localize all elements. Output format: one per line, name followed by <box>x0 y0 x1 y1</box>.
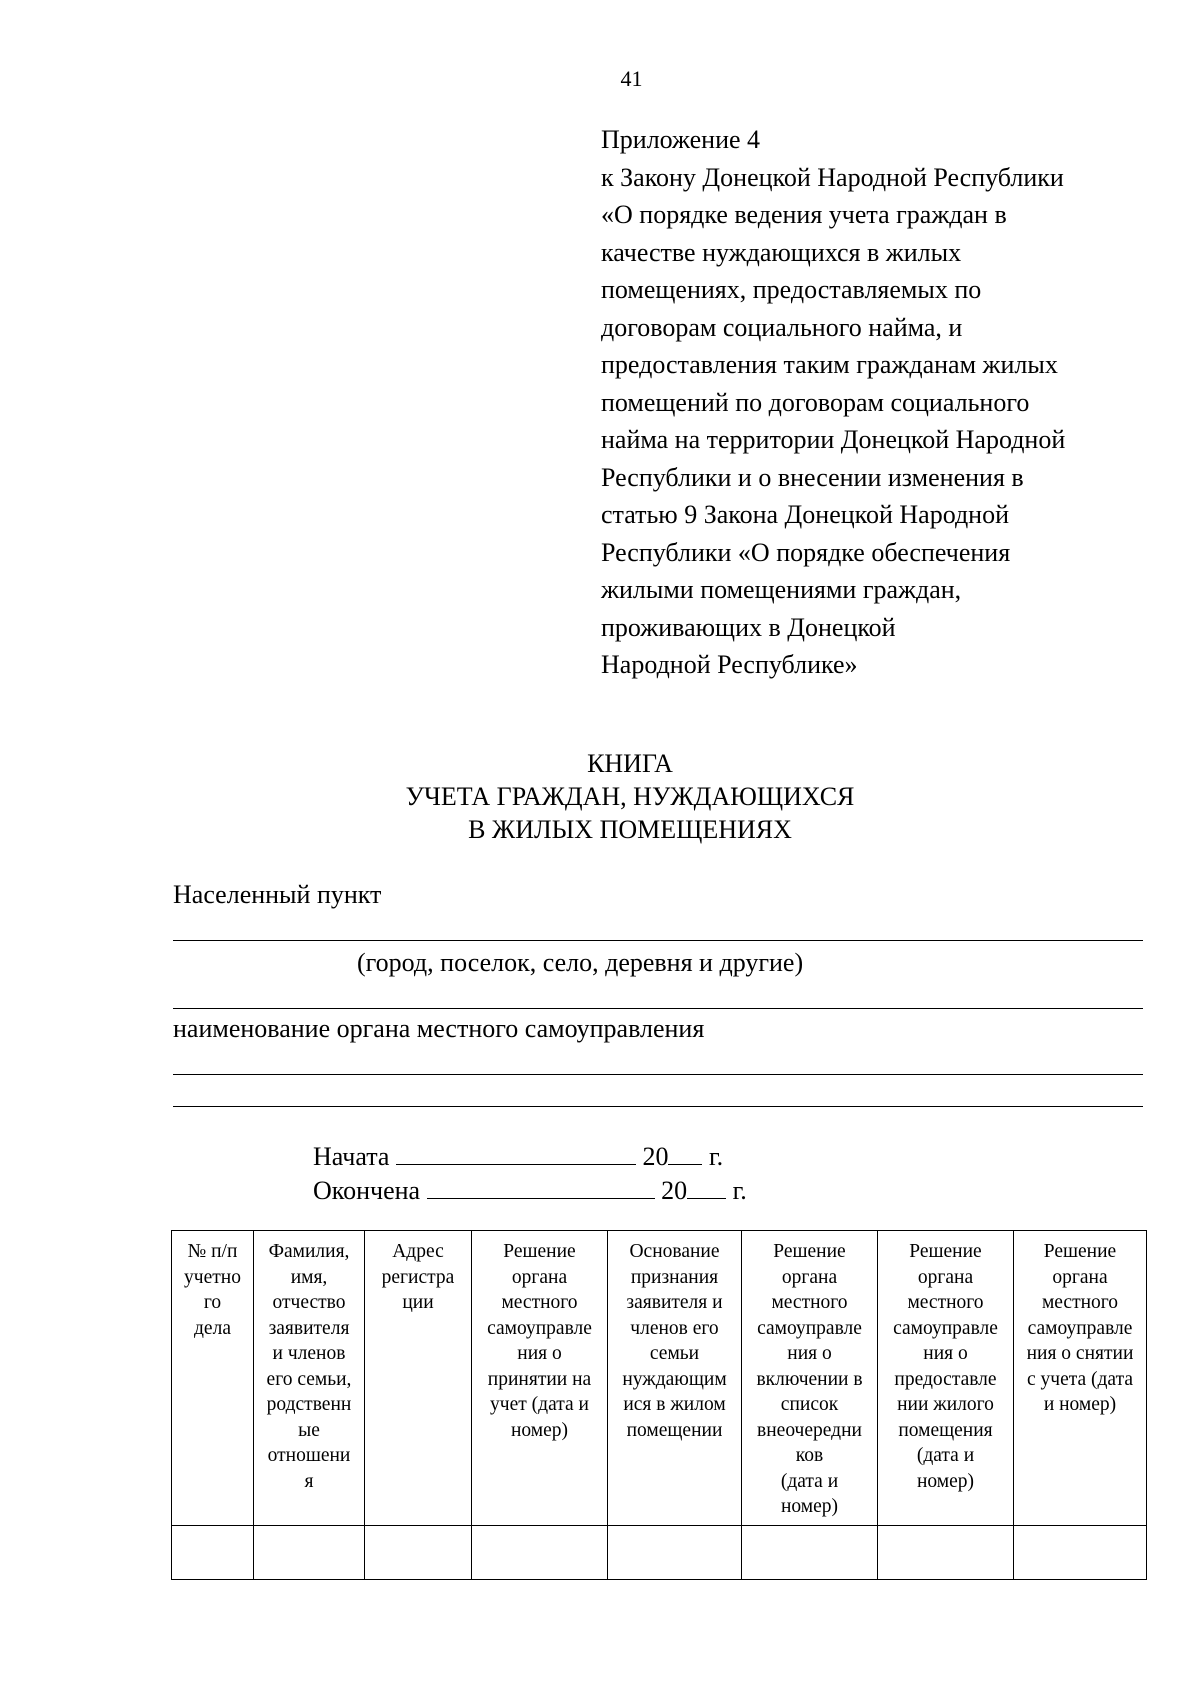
table-row <box>172 1526 1147 1580</box>
settlement-field-line[interactable] <box>173 940 1143 941</box>
started-year-blank[interactable] <box>668 1142 702 1165</box>
appendix-line: жилыми помещениями граждан, <box>601 575 962 604</box>
appendix-line: Народной Республике» <box>601 650 858 679</box>
table-cell[interactable] <box>742 1526 878 1580</box>
ended-year-prefix: 20 <box>661 1176 688 1205</box>
col-header-address: Адрес регистра ции <box>365 1231 472 1526</box>
page-number: 41 <box>620 66 643 91</box>
started-date-blank[interactable] <box>396 1142 636 1165</box>
table-cell[interactable] <box>254 1526 365 1580</box>
appendix-line: помещениях, предоставляемых по <box>601 275 982 304</box>
authority-field-line-2[interactable] <box>173 1106 1143 1107</box>
appendix-line: к Закону Донецкой Народной Республики <box>601 162 1064 192</box>
appendix-line: Республики и о внесении изменения в <box>601 462 1024 492</box>
title-line: КНИГА <box>587 749 673 778</box>
appendix-line: проживающих в Донецкой <box>601 612 896 642</box>
col-header-full-name: Фамилия, имя, отчество заявителя и членов его семьи, родственн ые отношени я <box>254 1231 365 1526</box>
document-title <box>0 747 1200 846</box>
appendix-line: договорам социального найма, и <box>601 312 963 342</box>
ended-year-blank[interactable] <box>687 1176 726 1199</box>
authority-label: наименование органа местного самоуправления <box>173 1014 705 1043</box>
started-row <box>313 1142 723 1172</box>
table-cell[interactable] <box>608 1526 742 1580</box>
ended-row <box>313 1176 747 1206</box>
appendix-line: предоставления таким гражданам жилых <box>601 350 1058 379</box>
table-cell[interactable] <box>472 1526 608 1580</box>
col-header-case-number: № п/п учетно го дела <box>172 1231 254 1526</box>
appendix-line: статью 9 Закона Донецкой Народной <box>601 500 1010 529</box>
appendix-line: качестве нуждающихся в жилых <box>601 237 962 267</box>
appendix-line: найма на территории Донецкой Народной <box>601 425 1066 454</box>
col-header-housing-decision: Решение органа местного самоуправле ния о предоставле нии жилого помещения (дата и номер) <box>878 1231 1014 1526</box>
settlement-hint: (город, поселок, село, деревня и другие) <box>357 948 804 977</box>
ended-date-blank[interactable] <box>427 1176 655 1199</box>
title-line: УЧЕТА ГРАЖДАН, НУЖДАЮЩИХСЯ <box>405 782 855 811</box>
col-header-removal-decision: Решение органа местного самоуправле ния о снятии с учета (дата и номер) <box>1014 1231 1147 1526</box>
col-header-registration-decision: Решение органа местного самоуправле ния о принятии на учет (дата и номер) <box>472 1231 608 1526</box>
appendix-line: «О порядке ведения учета граждан в <box>601 200 1007 229</box>
started-year-suffix: г. <box>708 1142 724 1171</box>
started-label: Начата <box>313 1142 390 1171</box>
appendix-line: Республики «О порядке обеспечения <box>601 537 1011 567</box>
table-cell[interactable] <box>365 1526 472 1580</box>
register-table <box>171 1230 1147 1580</box>
appendix-line: помещений по договорам социального <box>601 387 1030 417</box>
settlement-label: Населенный пункт <box>173 880 382 909</box>
ended-year-suffix: г. <box>732 1176 747 1205</box>
table-cell[interactable] <box>878 1526 1014 1580</box>
table-cell[interactable] <box>172 1526 254 1580</box>
ended-label: Окончена <box>313 1176 421 1205</box>
col-header-priority-list-decision: Решение органа местного самоуправле ния о включении в список внеочередни ков (дата и номер) <box>742 1231 878 1526</box>
col-header-basis: Основание признания заявителя и членов его семьи нуждающим ися в жилом помещении <box>608 1231 742 1526</box>
appendix-block <box>601 121 1161 684</box>
title-line: В ЖИЛЫХ ПОМЕЩЕНИЯХ <box>468 815 792 844</box>
table-header-row <box>172 1231 1147 1526</box>
appendix-line: Приложение 4 <box>601 125 761 154</box>
started-year-prefix: 20 <box>642 1142 669 1171</box>
authority-field-line[interactable] <box>173 1074 1143 1075</box>
table-cell[interactable] <box>1014 1526 1147 1580</box>
settlement-extra-line[interactable] <box>173 1008 1143 1009</box>
